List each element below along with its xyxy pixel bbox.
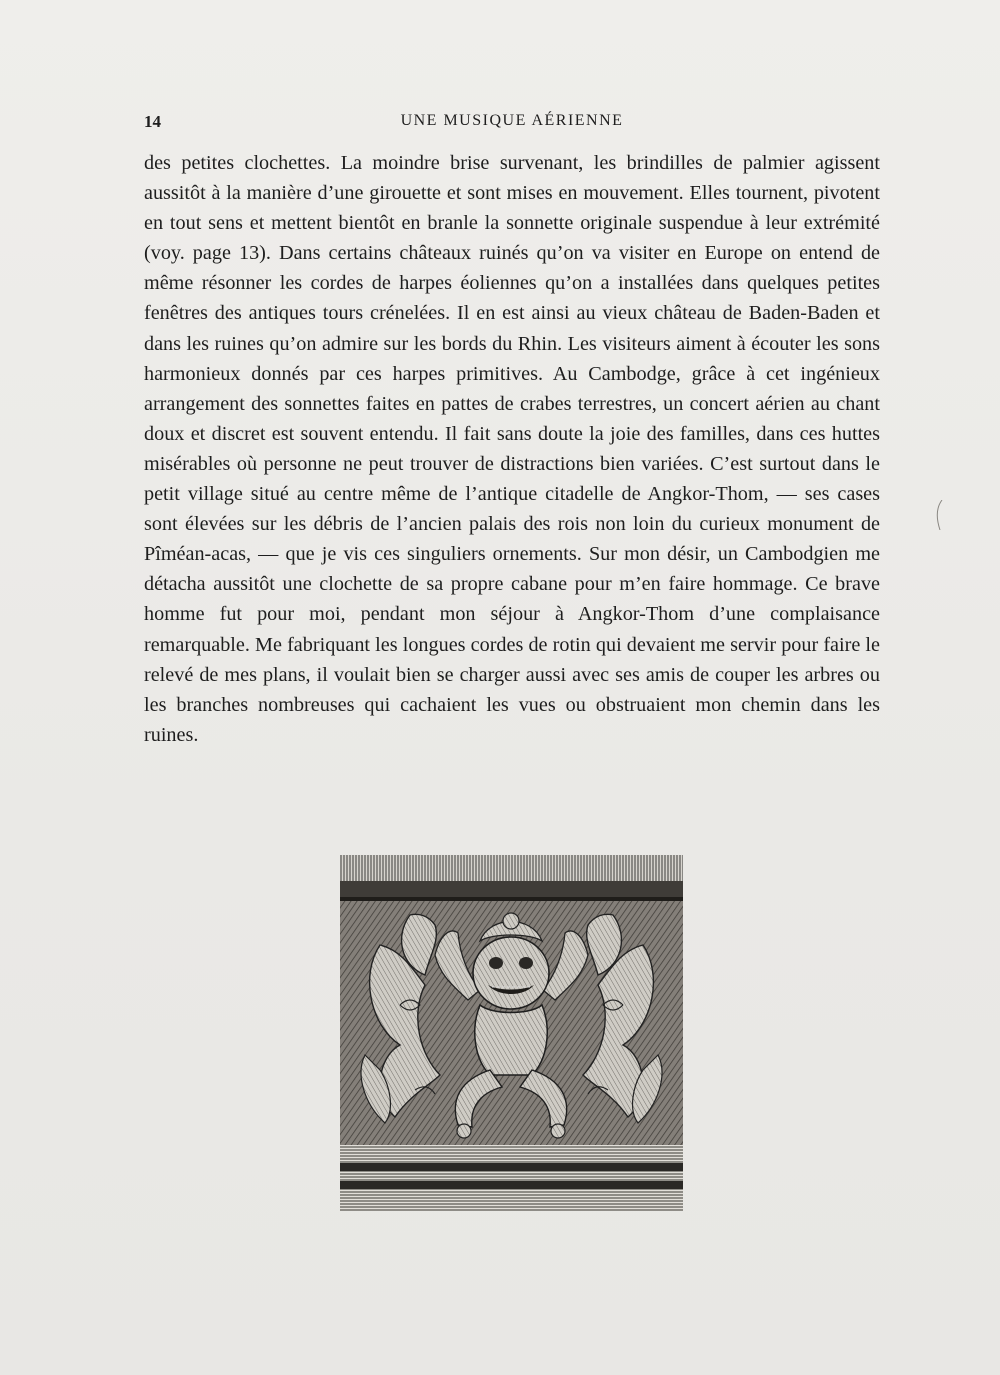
running-title: UNE MUSIQUE AÉRIENNE — [400, 112, 624, 129]
margin-mark-decoration — [934, 500, 944, 530]
relief-engraving-graphic — [340, 855, 683, 1211]
page-number: 14 — [144, 112, 161, 131]
relief-illustration — [340, 855, 683, 1211]
body-paragraph: des petites clochettes. La moindre brise survenant, les brindilles de palmier agissent aussitôt à la manière d’une girouette et sont mises en mouvement. Elles tournent, pivotent en tout sens et mettent bientôt en branle la sonnette originale suspendue à leur extrémité (voy. page 13). Dans certains châteaux ruinés qu’on va visiter en Europe on entend de même résonner les cordes de harpes éoliennes qu’on a installées dans quelques petites fenêtres des antiques tours crénelées. Il en est ainsi au vieux château de Baden-Baden et dans les ruines qu’on admire sur les bords du Rhin. Les visiteurs aiment à écouter les sons harmonieux donnés par ces harpes primitives. Au Cambodge, grâce à cet ingénieux arrangement des sonnettes faites en pattes de crabes terrestres, un concert aérien au chant doux et discret est souvent entendu. Il fait sans doute la joie des familles, dans ces huttes misérables où personne ne peut trouver de distractions bien variées. C’est surtout dans le petit village situé au centre même de l’antique citadelle de Angkor-Thom, — ses cases sont élevées sur les débris de l’ancien palais des rois non loin du curieux monument de Pîméan-acas, — que je vis ces singuliers ornements. Sur mon désir, un Cambodgien me détacha aussitôt une clochette de sa propre cabane pour m’en faire hommage. Ce brave homme fut pour moi, pendant mon séjour à Angkor-Thom d’une complaisance remarquable. Me fabriquant les longues cordes de rotin qui devaient me servir pour faire le relevé de mes plans, il voulait bien se charger aussi avec ses amis de couper les arbres ou les branches nombreuses qui cachaient les vues ou obstruaient mon chemin dans les ruines. — [144, 152, 880, 746]
running-head — [144, 112, 880, 136]
